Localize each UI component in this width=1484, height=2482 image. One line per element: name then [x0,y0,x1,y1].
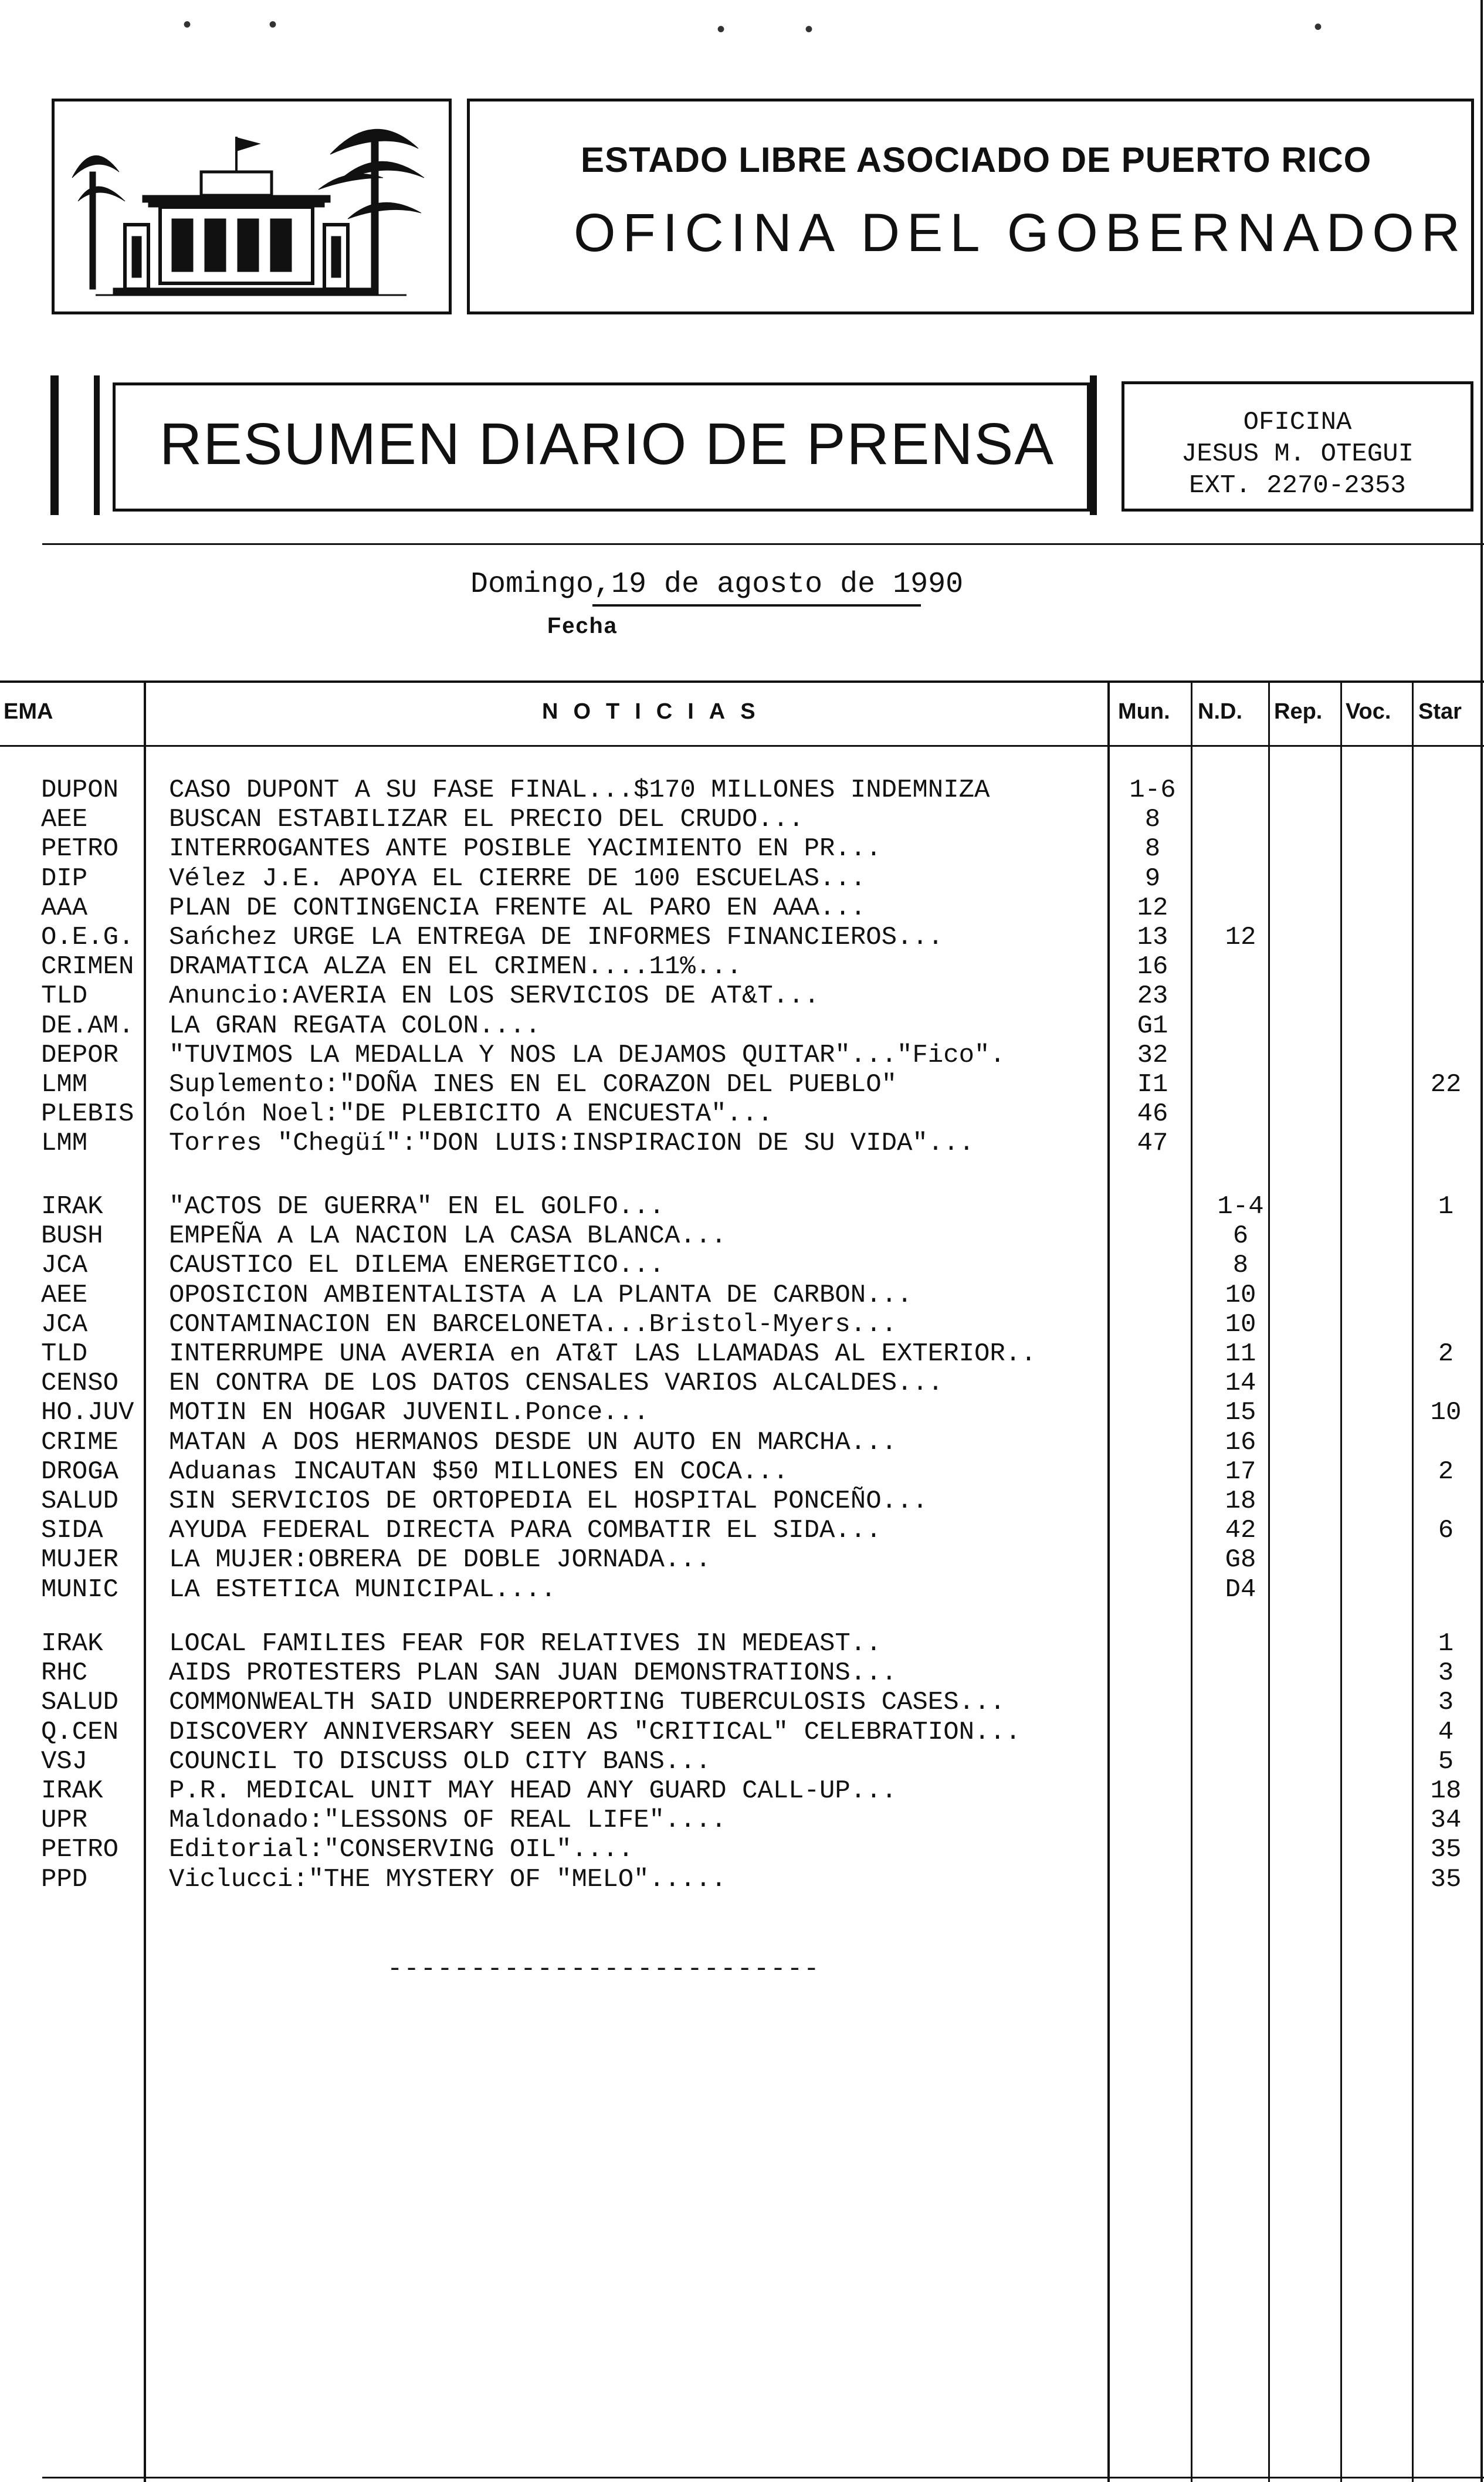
row-headline: CAUSTICO EL DILEMA ENERGETICO... [169,1251,665,1280]
row-mun-page: 9 [1144,864,1161,893]
row-nd-page: 12 [1225,923,1256,952]
date-value: Domingo,19 de agosto de 1990 [470,568,964,601]
row-mun-page: 32 [1137,1041,1168,1070]
section-divider [42,543,1484,545]
row-mun-page: 8 [1144,805,1161,834]
row-tema: PLEBIS [41,1099,134,1129]
row-tema: RHC [41,1658,88,1688]
row-mun-page: 46 [1137,1099,1168,1129]
row-headline: COMMONWEALTH SAID UNDERREPORTING TUBERCULOSIS CASES... [169,1688,1005,1717]
row-headline: OPOSICION AMBIENTALISTA A LA PLANTA DE CARBON... [169,1281,913,1310]
row-headline: LA GRAN REGATA COLON.... [169,1011,541,1041]
row-headline: AYUDA FEDERAL DIRECTA PARA COMBATIR EL SIDA... [169,1516,882,1545]
row-mun-page: 47 [1137,1129,1168,1158]
resumen-title: RESUMEN DIARIO DE PRENSA [160,411,1055,477]
row-star-page: 4 [1438,1718,1454,1747]
row-tema: PPD [41,1865,88,1894]
row-headline: "ACTOS DE GUERRA" EN EL GOLFO... [169,1192,665,1221]
row-tema: PETRO [41,834,119,864]
row-mun-page: 13 [1137,923,1168,952]
row-nd-page: 10 [1225,1310,1256,1339]
column-header-voc: Voc. [1346,699,1391,724]
row-nd-page: 6 [1232,1221,1249,1251]
row-nd-page: 16 [1225,1428,1256,1457]
row-tema: IRAK [41,1629,103,1658]
row-tema: O.E.G. [41,923,134,952]
column-divider-star [1412,680,1414,2482]
row-headline: CONTAMINACION EN BARCELONETA...Bristol-Myers... [169,1310,897,1339]
row-nd-page: 8 [1232,1251,1249,1280]
row-star-page: 35 [1430,1865,1462,1894]
row-star-page: 34 [1430,1806,1462,1835]
row-headline: Vélez J.E. APOYA EL CIERRE DE 100 ESCUELAS... [169,864,866,893]
row-tema: PETRO [41,1835,119,1864]
row-nd-page: 17 [1225,1457,1256,1487]
row-tema: LMM [41,1129,88,1158]
row-tema: UPR [41,1806,88,1835]
row-headline: DISCOVERY ANNIVERSARY SEEN AS "CRITICAL" CELEBRATION... [169,1718,1021,1747]
row-tema: SIDA [41,1516,103,1545]
row-star-page: 3 [1438,1688,1454,1717]
row-star-page: 35 [1430,1835,1462,1864]
row-nd-page: 10 [1225,1281,1256,1310]
row-headline: EMPEÑA A LA NACION LA CASA BLANCA... [169,1221,727,1251]
row-nd-page: 42 [1225,1516,1256,1545]
row-headline: DRAMATICA ALZA EN EL CRIMEN....11%... [169,952,742,981]
column-header-tema: EMA [4,699,53,724]
row-tema: SALUD [41,1688,119,1717]
row-headline: BUSCAN ESTABILIZAR EL PRECIO DEL CRUDO... [169,805,804,834]
row-tema: TLD [41,1339,88,1369]
row-mun-page: I1 [1137,1070,1168,1099]
row-nd-page: D4 [1225,1575,1256,1604]
contact-office: OFICINA [1243,408,1352,437]
org-name: ESTADO LIBRE ASOCIADO DE PUERTO RICO [581,140,1372,180]
row-nd-page: 14 [1225,1369,1256,1398]
row-headline: Torres "Chegüí":"DON LUIS:INSPIRACION DE SU VIDA"... [169,1129,975,1158]
row-headline: LA ESTETICA MUNICIPAL.... [169,1575,557,1604]
column-divider-mun [1107,680,1110,2482]
scan-speck: • [1314,14,1323,40]
row-headline: CASO DUPONT A SU FASE FINAL...$170 MILLONES INDEMNIZA [169,776,990,805]
table-header-bottom-rule [0,745,1484,747]
row-tema: IRAK [41,1192,103,1221]
row-headline: LA MUJER:OBRERA DE DOBLE JORNADA... [169,1545,711,1574]
row-headline: AIDS PROTESTERS PLAN SAN JUAN DEMONSTRATIONS... [169,1658,897,1688]
row-headline: MATAN A DOS HERMANOS DESDE UN AUTO EN MARCHA... [169,1428,897,1457]
row-tema: AAA [41,893,88,923]
column-header-mun: Mun. [1118,699,1170,724]
date-underline [592,604,921,607]
row-headline: INTERROGANTES ANTE POSIBLE YACIMIENTO EN PR... [169,834,882,864]
row-nd-page: G8 [1225,1545,1256,1574]
row-tema: AEE [41,805,88,834]
row-nd-page: 1-4 [1217,1192,1264,1221]
row-mun-page: G1 [1137,1011,1168,1041]
row-star-page: 10 [1430,1398,1462,1427]
row-headline: Viclucci:"THE MYSTERY OF "MELO"..... [169,1865,727,1894]
office-name: OFICINA DEL GOBERNADOR [574,203,1468,263]
row-tema: DROGA [41,1457,119,1487]
row-headline: Colón Noel:"DE PLEBICITO A ENCUESTA"... [169,1099,773,1129]
row-headline: Sańchez URGE LA ENTREGA DE INFORMES FINANCIEROS... [169,923,944,952]
column-divider-nd [1191,680,1192,2482]
page-edge [1480,0,1483,2482]
row-star-page: 5 [1438,1747,1454,1776]
row-tema: IRAK [41,1776,103,1806]
table-header-top-rule [0,680,1484,683]
row-star-page: 3 [1438,1658,1454,1688]
row-tema: CENSO [41,1369,119,1398]
scan-speck: • [805,16,814,42]
row-headline: COUNCIL TO DISCUSS OLD CITY BANS... [169,1747,711,1776]
row-star-page: 1 [1438,1629,1454,1658]
contact-box [1122,381,1473,512]
row-headline: Maldonado:"LESSONS OF REAL LIFE".... [169,1806,727,1835]
row-headline: "TUVIMOS LA MEDALLA Y NOS LA DEJAMOS QUITAR"..."Fico". [169,1041,1005,1070]
row-mun-page: 8 [1144,834,1161,864]
column-header-rep: Rep. [1274,699,1323,724]
row-tema: CRIME [41,1428,119,1457]
row-tema: JCA [41,1310,88,1339]
closing-line: -------------------------- [387,1955,821,1984]
row-star-page: 6 [1438,1516,1454,1545]
row-headline: LOCAL FAMILIES FEAR FOR RELATIVES IN MEDEAST.. [169,1629,882,1658]
row-nd-page: 18 [1225,1487,1256,1516]
row-star-page: 22 [1430,1070,1462,1099]
row-nd-page: 11 [1225,1339,1256,1369]
row-mun-page: 16 [1137,952,1168,981]
row-mun-page: 12 [1137,893,1168,923]
title-bar-left-inner [94,375,100,515]
column-header-star: Star [1418,699,1462,724]
row-headline: EN CONTRA DE LOS DATOS CENSALES VARIOS ALCALDES... [169,1369,944,1398]
row-tema: BUSH [41,1221,103,1251]
governor-mansion-illustration-icon [55,101,449,311]
row-nd-page: 15 [1225,1398,1256,1427]
row-tema: DEPOR [41,1041,119,1070]
row-star-page: 2 [1438,1457,1454,1487]
row-headline: SIN SERVICIOS DE ORTOPEDIA EL HOSPITAL PONCEÑO... [169,1487,928,1516]
row-headline: Suplemento:"DOÑA INES EN EL CORAZON DEL PUEBLO" [169,1070,897,1099]
row-tema: MUJER [41,1545,119,1574]
row-tema: Q.CEN [41,1718,119,1747]
row-star-page: 2 [1438,1339,1454,1369]
row-headline: Editorial:"CONSERVING OIL".... [169,1835,634,1864]
row-tema: TLD [41,981,88,1011]
column-header-nd: N.D. [1198,699,1242,724]
row-tema: AEE [41,1281,88,1310]
scan-speck: • [183,12,192,38]
page-bottom-rule [42,2477,1484,2478]
row-tema: CRIMEN [41,952,134,981]
contact-extension: EXT. 2270-2353 [1189,471,1406,500]
row-tema: SALUD [41,1487,119,1516]
date-label: Fecha [547,614,618,638]
row-mun-page: 1-6 [1129,776,1176,805]
row-tema: DE.AM. [41,1011,134,1041]
row-tema: MUNIC [41,1575,119,1604]
row-tema: JCA [41,1251,88,1280]
contact-name: JESUS M. OTEGUI [1181,439,1414,469]
scan-speck: • [269,12,277,38]
row-star-page: 18 [1430,1776,1462,1806]
row-tema: LMM [41,1070,88,1099]
row-headline: MOTIN EN HOGAR JUVENIL.Ponce... [169,1398,649,1427]
row-tema: DUPON [41,776,119,805]
row-star-page: 1 [1438,1192,1454,1221]
row-headline: PLAN DE CONTINGENCIA FRENTE AL PARO EN AAA... [169,893,866,923]
row-tema: VSJ [41,1747,88,1776]
row-tema: HO.JUV [41,1398,134,1427]
row-mun-page: 23 [1137,981,1168,1011]
column-header-noticias: NOTICIAS [542,699,771,724]
title-bar-right [1090,375,1097,515]
row-headline: P.R. MEDICAL UNIT MAY HEAD ANY GUARD CALL-UP... [169,1776,897,1806]
title-bar-left-outer [50,375,59,515]
row-headline: INTERRUMPE UNA AVERIA en AT&T LAS LLAMADAS AL EXTERIOR.. [169,1339,1036,1369]
row-headline: Anuncio:AVERIA EN LOS SERVICIOS DE AT&T... [169,981,819,1011]
column-divider-voc [1340,680,1342,2482]
scan-speck: • [717,16,726,42]
row-tema: DIP [41,864,88,893]
logo-frame [52,99,452,314]
row-headline: Aduanas INCAUTAN $50 MILLONES EN COCA... [169,1457,789,1487]
